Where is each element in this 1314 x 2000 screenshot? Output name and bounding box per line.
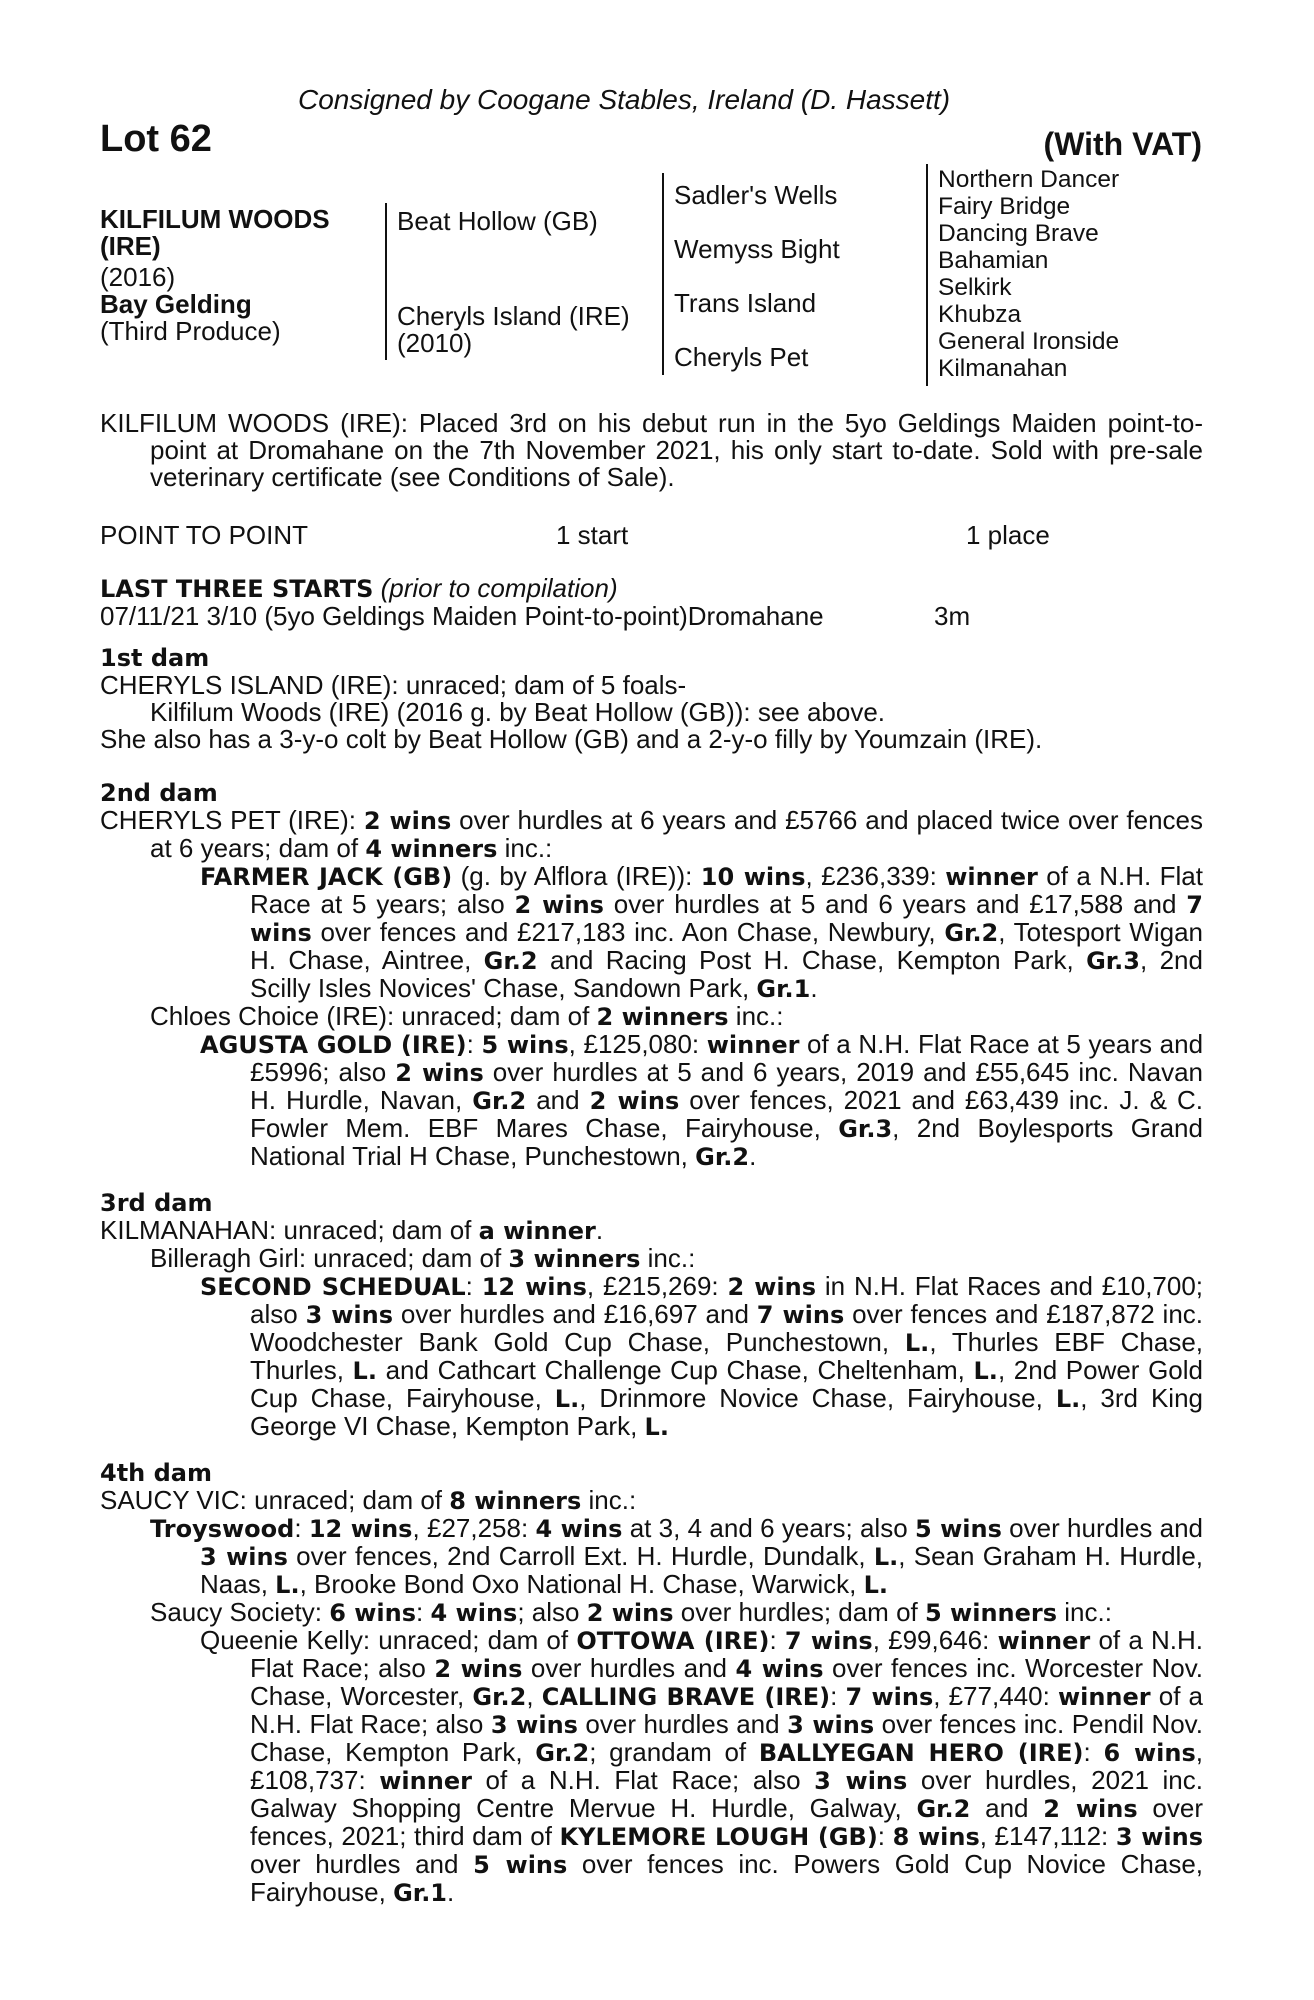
vat-note: (With VAT)	[1043, 126, 1202, 162]
produce-line: SECOND SCHEDUAL: 12 wins, £215,269: 2 wins in N.H. Flat Races and £10,700; also 3 wins over hurdles and £16,697 and 7 wins over fences and £187,872 inc. Woodchester Bank Gold Cup Chase, Punchestown, L., Thurles EBF Chase, Thurles, L. and Cathcart Challenge Cup Chase, Cheltenham, L., 2nd Power Gold Cup Chase, Fairyhouse, L., Drinmore Novice Chase, Fairyhouse, L., 3rd King George VI Chase, Kempton Park, L.	[200, 1271, 1204, 1441]
produce-line: Billeragh Girl: unraced; dam of 3 winners inc.:	[150, 1243, 696, 1273]
section-heading: 2nd dam	[100, 779, 218, 807]
pedigree-divider	[662, 173, 664, 375]
section-heading: 1st dam	[100, 644, 210, 672]
last-start-distance: 3m	[934, 601, 971, 631]
produce-line: Troyswood: 12 wins, £27,258: 4 wins at 3, 4 and 6 years; also 5 wins over hurdles and 3 wins over fences, 2nd Carroll Ext. H. Hurdle, Dundalk, L., Sean Graham H. Hurdle, Naas, L., Brooke Bond Oxo National H. Chase, Warwick, L.	[150, 1513, 1204, 1599]
dam-line: SAUCY VIC: unraced; dam of 8 winners inc.:	[100, 1485, 637, 1515]
gen2-item: Cheryls Pet	[674, 342, 809, 372]
third-dam-section	[100, 1190, 1203, 1441]
second-dam-section	[100, 780, 1203, 1171]
gen3-item: Khubza	[938, 301, 1022, 328]
horse-year: (2016)	[100, 262, 176, 292]
gen3-item: Bahamian	[938, 247, 1049, 274]
produce-line: Chloes Choice (IRE): unraced; dam of 2 winners inc.:	[150, 1001, 784, 1031]
gen3-item: Fairy Bridge	[938, 193, 1071, 220]
produce-line: AGUSTA GOLD (IRE): 5 wins, £125,080: winner of a N.H. Flat Race at 5 years and £5996; also 2 wins over hurdles at 5 and 6 years, 2019 and £55,645 inc. Navan H. Hurdle, Navan, Gr.2 and 2 wins over fences, 2021 and £63,439 inc. J. & C. Fowler Mem. EBF Mares Chase, Fairyhouse, Gr.3, 2nd Boylesports Grand National Trial H Chase, Punchestown, Gr.2.	[200, 1029, 1204, 1171]
produce-line: FARMER JACK (GB) (g. by Alflora (IRE)): 10 wins, £236,339: winner of a N.H. Flat Race at 5 years; also 2 wins over hurdles at 5 and 6 years and £17,588 and 7 wins over fences and £217,183 inc. Aon Chase, Newbury, Gr.2, Totesport Wigan H. Chase, Aintree, Gr.2 and Racing Post H. Chase, Kempton Park, Gr.3, 2nd Scilly Isles Novices' Chase, Sandown Park, Gr.1.	[200, 861, 1203, 1003]
gen2-item: Wemyss Bight	[674, 234, 840, 264]
last-start-row: 07/11/21 3/10 (5yo Geldings Maiden Point-to-point)Dromahane	[100, 601, 824, 631]
gen2-item: Sadler's Wells	[674, 180, 838, 210]
first-dam-section	[100, 645, 1203, 753]
intro-paragraph: KILFILUM WOODS (IRE): Placed 3rd on his debut run in the 5yo Geldings Maiden point-to-point at Dromahane on the 7th November 2021, his only start to-date. Sold with pre-sale veterinary certificate (see Conditions of Sale).	[100, 408, 1203, 492]
gen3-item: General Ironside	[938, 328, 1120, 355]
dam-year: (2010)	[397, 328, 473, 358]
produce-note: She also has a 3-y-o colt by Beat Hollow (GB) and a 2-y-o filly by Youmzain (IRE).	[100, 724, 1043, 754]
fourth-dam-section	[100, 1460, 1203, 1907]
gen3-item: Dancing Brave	[938, 220, 1099, 247]
record-category: POINT TO POINT	[100, 520, 309, 550]
horse-produce: (Third Produce)	[100, 316, 281, 346]
record-places: 1 place	[966, 520, 1050, 550]
produce-line: Kilfilum Woods (IRE) (2016 g. by Beat Hollow (GB)): see above.	[150, 697, 886, 727]
gen3-item: Northern Dancer	[938, 166, 1120, 193]
last-starts-heading: LAST THREE STARTS (prior to compilation)	[100, 573, 618, 603]
lot-number: Lot 62	[100, 118, 212, 160]
pedigree-divider	[926, 164, 928, 386]
dam-line: KILMANAHAN: unraced; dam of a winner.	[100, 1215, 604, 1245]
sire: Beat Hollow (GB)	[397, 206, 598, 236]
consignor-line: Consigned by Coogane Stables, Ireland (D. Hassett)	[298, 84, 951, 115]
record-starts: 1 start	[556, 520, 629, 550]
dam-line: CHERYLS ISLAND (IRE): unraced; dam of 5 foals-	[100, 670, 687, 700]
gen2-item: Trans Island	[674, 288, 817, 318]
intro-section	[100, 410, 1203, 491]
gen3-item: Selkirk	[938, 274, 1012, 301]
horse-color: Bay Gelding	[100, 289, 252, 319]
horse-name: KILFILUM WOODS (IRE)	[100, 204, 330, 261]
produce-line: Queenie Kelly: unraced; dam of OTTOWA (IRE): 7 wins, £99,646: winner of a N.H. Flat Race; also 2 wins over hurdles and 4 wins over fences inc. Worcester Nov. Chase, Worcester, Gr.2, CALLING BRAVE (IRE): 7 wins, £77,440: winner of a N.H. Flat Race; also 3 wins over hurdles and 3 wins over fences inc. Pendil Nov. Chase, Kempton Park, Gr.2; grandam of BALLYEGAN HERO (IRE): 6 wins, £108,737: winner of a N.H. Flat Race; also 3 wins over hurdles, 2021 inc. Galway Shopping Centre Mervue H. Hurdle, Galway, Gr.2 and 2 wins over fences, 2021; third dam of KYLEMORE LOUGH (GB): 8 wins, £147,112: 3 wins over hurdles and 5 wins over fences inc. Powers Gold Cup Novice Chase, Fairyhouse, Gr.1.	[200, 1625, 1204, 1907]
dam-line: CHERYLS PET (IRE): 2 wins over hurdles at 6 years and £5766 and placed twice over fences at 6 years; dam of 4 winners inc.:	[100, 805, 1203, 863]
pedigree-divider	[385, 203, 387, 360]
produce-line: Saucy Society: 6 wins: 4 wins; also 2 wins over hurdles; dam of 5 winners inc.:	[150, 1597, 1112, 1627]
dam: Cheryls Island (IRE)	[397, 301, 630, 331]
section-heading: 3rd dam	[100, 1189, 213, 1217]
gen3-item: Kilmanahan	[938, 355, 1068, 382]
section-heading: 4th dam	[100, 1459, 212, 1487]
